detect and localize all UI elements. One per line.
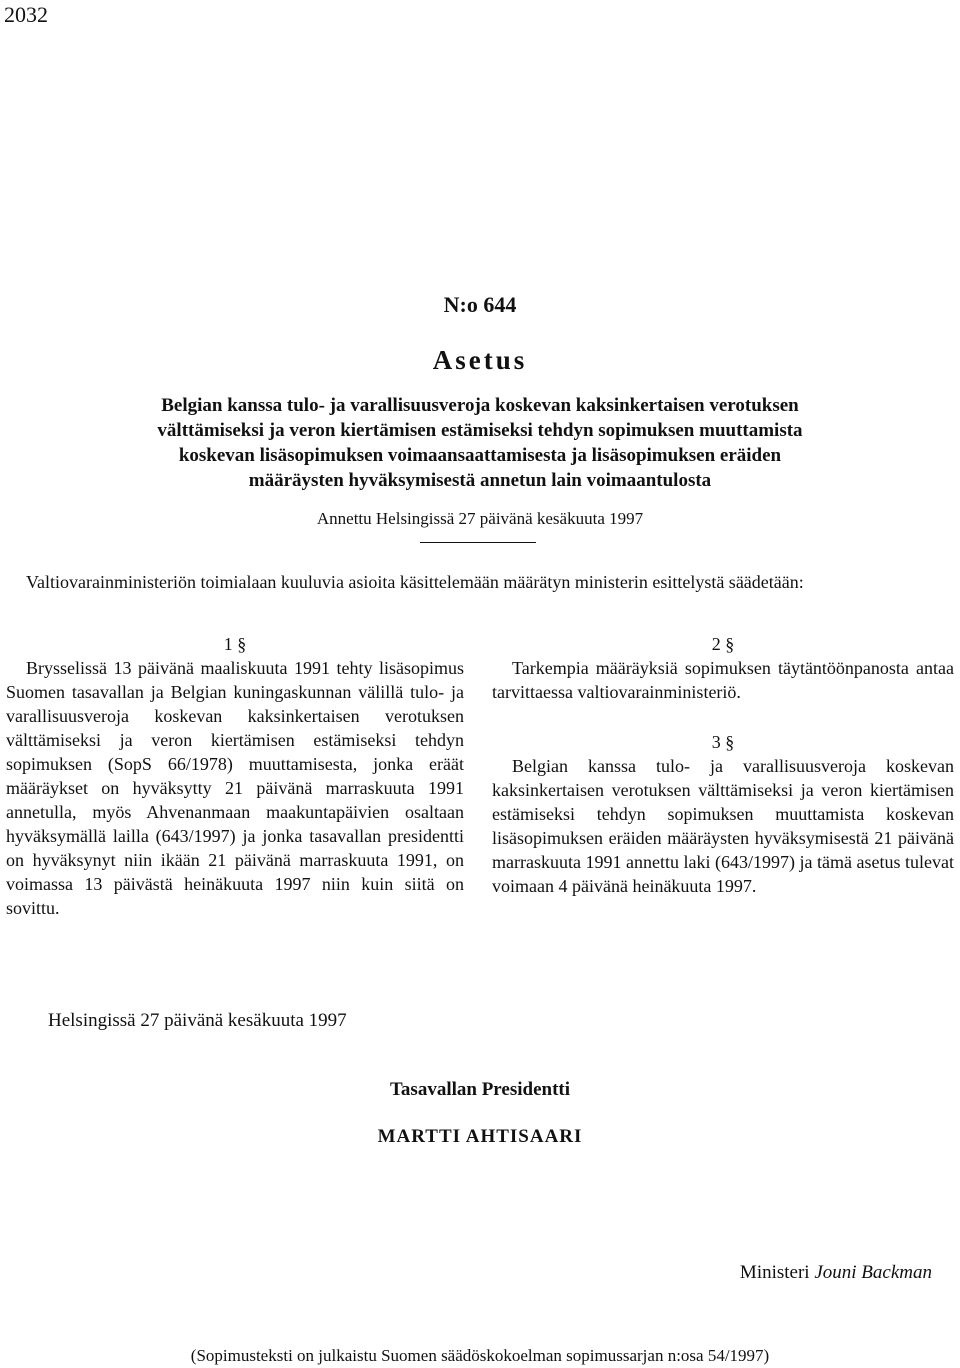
title-divider xyxy=(420,542,536,543)
section-number: 1 § xyxy=(223,634,247,654)
right-column xyxy=(492,632,954,898)
document-type-heading: Asetus xyxy=(432,345,528,375)
minister-label: Ministeri xyxy=(739,1262,810,1283)
section-number: 2 § xyxy=(711,634,735,654)
section-number: 3 § xyxy=(711,732,735,752)
footnote: (Sopimusteksti on julkaistu Suomen säädöskokoelman sopimussarjan n:osa 54/1997) xyxy=(190,1346,770,1365)
section-text: Belgian kanssa tulo- ja varallisuusveroja koskevan kaksinkertaisen verotuksen välttämiseksi ja veron kiertämisen estämiseksi tehdyn sopimuksen muuttamista koskevan lisäsopimuksen eräiden määräysten hyväksymisestä 21 päivänä marraskuuta 1991 annettu laki (643/1997) ja tämä asetus tulevat voimaan 4 päivänä heinäkuuta 1997. xyxy=(492,756,954,896)
issued-line: Annettu Helsingissä 27 päivänä kesäkuuta 1997 xyxy=(316,509,644,528)
signer-title: Tasavallan Presidentti xyxy=(390,1079,570,1100)
preamble: Valtiovarainministeriön toimialaan kuuluvia asioita käsittelemään määrätyn ministerin esittelystä säädetään: xyxy=(26,572,804,592)
issue-number: N:o 644 xyxy=(443,292,517,317)
title-line: välttämiseksi ja veron kiertämisen estämiseksi tehdyn sopimuksen muuttamista xyxy=(157,420,803,441)
left-column xyxy=(6,632,464,920)
section-text: Tarkempia määräyksiä sopimuksen täytäntöönpanosta antaa tarvittaessa valtiovarainministeriö. xyxy=(492,658,954,702)
page-number: 2032 xyxy=(4,2,48,27)
minister-name: Jouni Backman xyxy=(814,1262,932,1283)
section-spacer xyxy=(492,704,954,730)
title-line: koskevan lisäsopimuksen voimaansaattamisesta ja lisäsopimuksen eräiden xyxy=(178,445,782,466)
place-date: Helsingissä 27 päivänä kesäkuuta 1997 xyxy=(48,1010,347,1031)
title-line: määräysten hyväksymisestä annetun lain voimaantulosta xyxy=(248,470,712,491)
title-line: Belgian kanssa tulo- ja varallisuusveroja koskevan kaksinkertaisen verotuksen xyxy=(161,395,799,416)
minister-signature xyxy=(740,1262,932,1284)
document-title xyxy=(30,393,930,493)
section-text: Brysselissä 13 päivänä maaliskuuta 1991 tehty lisäsopimus Suomen tasavallan ja Belgian kuningaskunnan välillä tulo- ja varallisuusveroja koskevan kaksinkertaisen verotuksen välttämiseksi ja veron kiertämisen estämiseksi tehdyn sopimuksen (SopS 66/1978) muuttamisesta, jonka eräät määräykset on hyväksytty 21 päivänä marraskuuta 1991 annetulla, myös Ahvenanmaan maakuntapäivien osaltaan hyväksymällä lailla (643/1997) ja jonka tasavallan presidentti on hyväksynyt niin ikään 21 päivänä marraskuuta 1991, on voimassa 13 päivästä heinäkuuta 1997 niin kuin siitä on sovittu. xyxy=(6,658,464,918)
signer-name: MARTTI AHTISAARI xyxy=(377,1126,583,1147)
